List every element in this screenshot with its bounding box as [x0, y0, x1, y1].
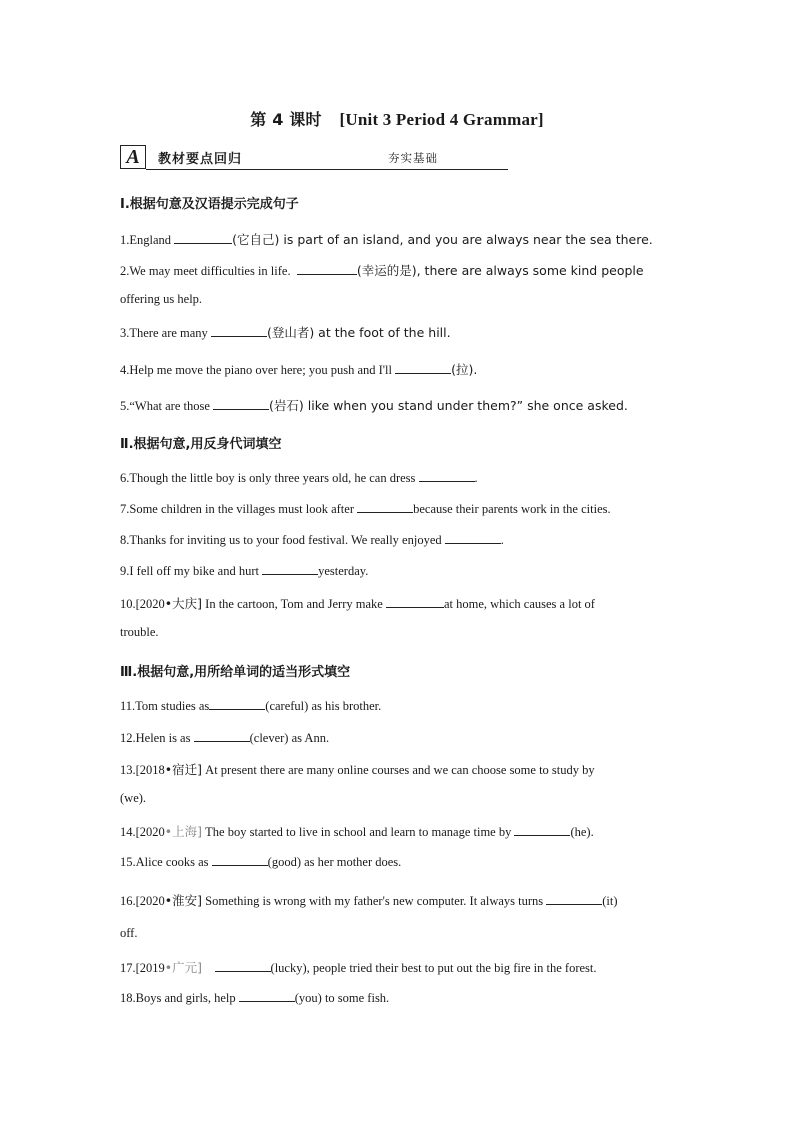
- answer-blank[interactable]: [215, 959, 271, 972]
- banner-title: 教材要点回归: [158, 152, 243, 167]
- answer-blank[interactable]: [211, 324, 267, 337]
- question-17: 17.[2019•广元] (lucky), people tried their best to put out the big fire in the forest.: [120, 960, 597, 975]
- question-13: 13.[2018•宿迁] At present there are many online courses and we can choose some to study by: [120, 762, 595, 777]
- question-14: 14.[2020•上海] The boy started to live in school and learn to manage time by (he).: [120, 824, 594, 839]
- source-tag: •淮安]: [164, 893, 203, 908]
- question-13-continued: (we).: [120, 791, 147, 805]
- answer-blank[interactable]: [395, 361, 451, 374]
- question-10-continued: trouble.: [120, 625, 159, 639]
- banner-underline: [146, 169, 508, 170]
- answer-blank[interactable]: [209, 697, 265, 710]
- answer-blank[interactable]: [546, 892, 602, 905]
- source-tag: •上海]: [164, 824, 203, 839]
- source-tag: •广元]: [164, 960, 203, 975]
- question-3: 3.There are many (登山者) at the foot of the hill.: [120, 325, 451, 340]
- question-2-continued: offering us help.: [120, 292, 203, 306]
- answer-blank[interactable]: [262, 562, 318, 575]
- answer-blank[interactable]: [213, 397, 269, 410]
- title-unit: [Unit 3 Period 4 Grammar]: [339, 110, 544, 129]
- section-heading-1: Ⅰ.根据句意及汉语提示完成句子: [120, 197, 299, 212]
- question-9: 9.I fell off my bike and hurt yesterday.: [120, 564, 369, 578]
- section-heading-3: Ⅲ.根据句意,用所给单词的适当形式填空: [120, 665, 351, 680]
- question-16-continued: off.: [120, 926, 138, 940]
- question-4: 4.Help me move the piano over here; you push and I'll (拉).: [120, 362, 478, 377]
- question-5: 5.“What are those (岩石) like when you stand under them?” she once asked.: [120, 398, 628, 413]
- section-heading-2: Ⅱ.根据句意,用反身代词填空: [120, 437, 282, 452]
- banner-badge: A: [120, 145, 146, 169]
- answer-blank[interactable]: [386, 595, 444, 608]
- answer-blank[interactable]: [297, 262, 357, 275]
- question-15: 15.Alice cooks as (good) as her mother does.: [120, 855, 402, 869]
- answer-blank[interactable]: [194, 729, 250, 742]
- page-title: [0, 107, 794, 130]
- question-16: 16.[2020•淮安] Something is wrong with my father's new computer. It always turns (it): [120, 893, 618, 908]
- answer-blank[interactable]: [212, 853, 268, 866]
- question-6: 6.Though the little boy is only three years old, he can dress .: [120, 471, 478, 485]
- title-lesson: 第 4 课时: [250, 110, 322, 129]
- answer-blank[interactable]: [514, 823, 570, 836]
- question-7: 7.Some children in the villages must look after because their parents work in the cities.: [120, 502, 611, 516]
- question-10: 10.[2020•大庆] In the cartoon, Tom and Jerry make at home, which causes a lot of: [120, 596, 595, 611]
- source-tag: •大庆]: [164, 596, 203, 611]
- source-tag: •宿迁]: [164, 762, 203, 777]
- answer-blank[interactable]: [357, 500, 413, 513]
- answer-blank[interactable]: [445, 531, 501, 544]
- question-11: 11.Tom studies as (careful) as his brother.: [120, 699, 382, 713]
- question-18: 18.Boys and girls, help (you) to some fish.: [120, 991, 390, 1005]
- answer-blank[interactable]: [419, 469, 475, 482]
- question-8: 8.Thanks for inviting us to your food festival. We really enjoyed .: [120, 533, 504, 547]
- question-12: 12.Helen is as (clever) as Ann.: [120, 731, 330, 745]
- question-2: 2.We may meet difficulties in life. (幸运的是), there are always some kind people: [120, 263, 644, 278]
- answer-blank[interactable]: [174, 231, 232, 244]
- answer-blank[interactable]: [239, 989, 295, 1002]
- banner-subtitle: 夯实基础: [388, 151, 438, 165]
- question-1: 1.England (它自己) is part of an island, and you are always near the sea there.: [120, 232, 653, 247]
- section-banner: [120, 145, 438, 171]
